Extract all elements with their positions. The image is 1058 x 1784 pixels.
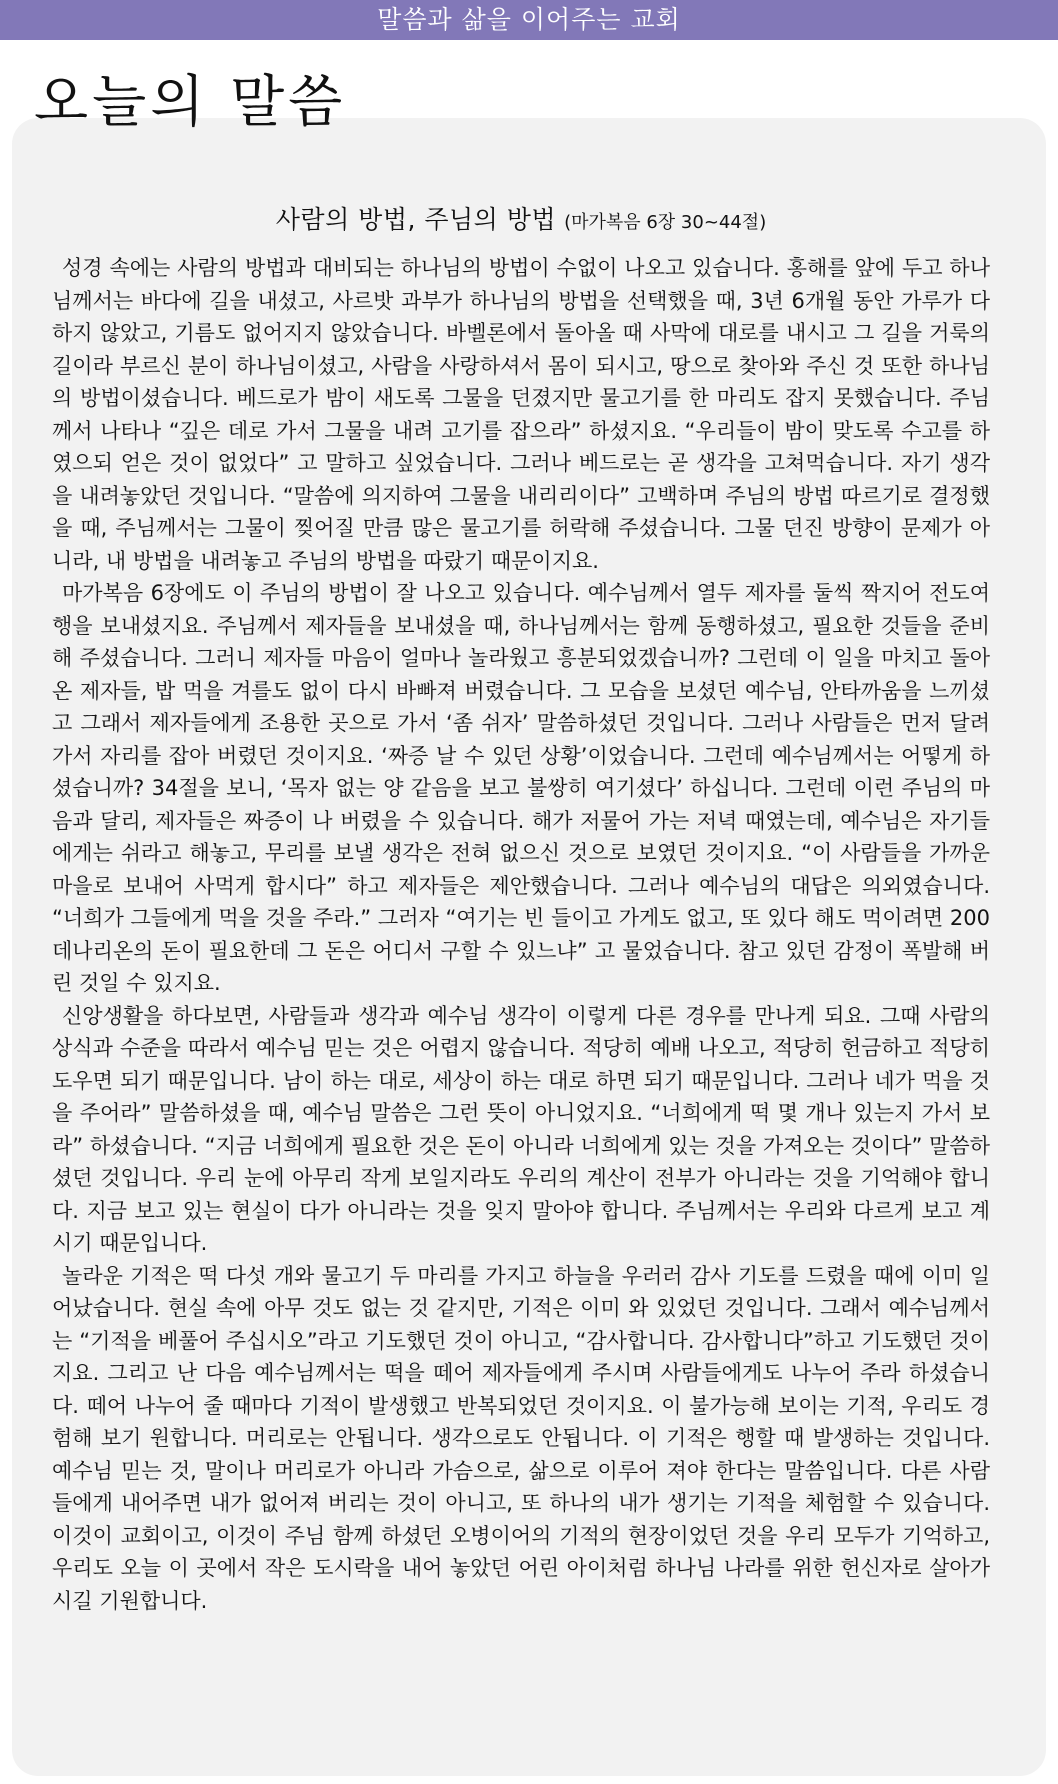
- sermon-paragraph: 놀라운 기적은 떡 다섯 개와 물고기 두 마리를 가지고 하늘을 우러러 감사 기도를 드렸을 때에 이미 일어났습니다. 현실 속에 아무 것도 없는 것 같지만, 기적은 이미 와 있었던 것입니다. 그래서 예수님께서는 “기적을 베풀어 주십시오”라고 기도했던 것이 아니고, “감사합니다. 감사합니다”하고 기도했던 것이지요. 그리고 난 다음 예수님께서는 떡을 떼어 제자들에게 주시며 사람들에게도 나누어 주라 하셨습니다. 떼어 나누어 줄 때마다 기적이 발생했고 반복되었던 것이지요. 이 불가능해 보이는 기적, 우리도 경험해 보기 원합니다. 머리로는 안됩니다. 생각으로도 안됩니다. 이 기적은 행할 때 발생하는 것입니다. 예수님 믿는 것, 말이나 머리로가 아니라 가슴으로, 삶으로 이루어 져야 한다는 말씀입니다. 다른 사람들에게 내어주면 내가 없어져 버리는 것이 아니고, 또 하나의 내가 생기는 기적을 체험할 수 있습니다. 이것이 교회이고, 이것이 주님 함께 하셨던 오병이어의 기적의 현장이었던 것을 우리 모두가 기억하고, 우리도 오늘 이 곳에서 작은 도시락을 내어 놓았던 어린 아이처럼 하나님 나라를 위한 헌신자로 살아가시길 기원합니다.: [52, 1263, 990, 1613]
- sermon-body: [52, 252, 990, 1617]
- sermon-card: [12, 118, 1046, 1776]
- page-title: 오늘의 말씀: [34, 70, 347, 135]
- sermon-title: 사람의 방법, 주님의 방법: [275, 205, 557, 234]
- church-banner: 말씀과 삶을 이어주는 교회: [0, 0, 1058, 40]
- sermon-heading: [52, 200, 990, 236]
- sermon-paragraph: 신앙생활을 하다보면, 사람들과 생각과 예수님 생각이 이렇게 다른 경우를 만나게 되요. 그때 사람의 상식과 수준을 따라서 예수님 믿는 것은 어렵지 않습니다. 적당히 예배 나오고, 적당히 헌금하고 적당히 도우면 되기 때문입니다. 남이 하는 대로, 세상이 하는 대로 하면 되기 때문입니다. 그러나 네가 먹을 것을 주어라” 말씀하셨을 때, 예수님 말씀은 그런 뜻이 아니었지요. “너희에게 떡 몇 개나 있는지 가서 보라” 하셨습니다. “지금 너희에게 필요한 것은 돈이 아니라 너희에게 있는 것을 가져오는 것이다” 말씀하셨던 것입니다. 우리 눈에 아무리 작게 보일지라도 우리의 계산이 전부가 아니라는 것을 기억해야 합니다. 지금 보고 있는 현실이 다가 아니라는 것을 잊지 말아야 합니다. 주님께서는 우리와 다르게 보고 계시기 때문입니다.: [52, 1003, 990, 1255]
- sermon-paragraph: 성경 속에는 사람의 방법과 대비되는 하나님의 방법이 수없이 나오고 있습니다. 홍해를 앞에 두고 하나님께서는 바다에 길을 내셨고, 사르밧 과부가 하나님의 방법을 선택했을 때, 3년 6개월 동안 가루가 다하지 않았고, 기름도 없어지지 않았습니다. 바벨론에서 돌아올 때 사막에 대로를 내시고 그 길을 거룩의 길이라 부르신 분이 하나님이셨고, 사람을 사랑하셔서 몸이 되시고, 땅으로 찾아와 주신 것 또한 하나님의 방법이셨습니다. 베드로가 밤이 새도록 그물을 던졌지만 물고기를 한 마리도 잡지 못했습니다. 주님께서 나타나 “깊은 데로 가서 그물을 내려 고기를 잡으라” 하셨지요. “우리들이 밤이 맞도록 수고를 하였으되 얻은 것이 없었다” 고 말하고 싶었습니다. 그러나 베드로는 곧 생각을 고쳐먹습니다. 자기 생각을 내려놓았던 것입니다. “말씀에 의지하여 그물을 내리리이다” 고백하며 주님의 방법 따르기로 결정했을 때, 주님께서는 그물이 찢어질 만큼 많은 물고기를 허락해 주셨습니다. 그물 던진 방향이 문제가 아니라, 내 방법을 내려놓고 주님의 방법을 따랐기 때문이지요.: [52, 256, 990, 573]
- scripture-reference: (마가복음 6장 30~44절): [564, 212, 767, 233]
- sermon-paragraph: 마가복음 6장에도 이 주님의 방법이 잘 나오고 있습니다. 예수님께서 열두 제자를 둘씩 짝지어 전도여행을 보내셨지요. 주님께서 제자들을 보내셨을 때, 하나님께서는 함께 동행하셨고, 필요한 것들을 준비해 주셨습니다. 그러니 제자들 마음이 얼마나 놀라웠고 흥분되었겠습니까? 그런데 이 일을 마치고 돌아온 제자들, 밥 먹을 겨를도 없이 다시 바빠져 버렸습니다. 그 모습을 보셨던 예수님, 안타까움을 느끼셨고 그래서 제자들에게 조용한 곳으로 가서 ‘좀 쉬자’ 말씀하셨던 것입니다. 그러나 사람들은 먼저 달려가서 자리를 잡아 버렸던 것이지요. ‘짜증 날 수 있던 상황’이었습니다. 그런데 예수님께서는 어떻게 하셨습니까? 34절을 보니, ‘목자 없는 양 같음을 보고 불쌍히 여기셨다’ 하십니다. 그런데 이런 주님의 마음과 달리, 제자들은 짜증이 나 버렸을 수 있습니다. 해가 저물어 가는 저녁 때였는데, 예수님은 자기들에게는 쉬라고 해놓고, 무리를 보낼 생각은 전혀 없으신 것으로 보였던 것이지요. “이 사람들을 가까운 마을로 보내어 사먹게 합시다” 하고 제자들은 제안했습니다. 그러나 예수님의 대답은 의외였습니다. “너희가 그들에게 먹을 것을 주라.” 그러자 “여기는 빈 들이고 가게도 없고, 또 있다 해도 먹이려면 200 데나리온의 돈이 필요한데 그 돈은 어디서 구할 수 있느냐” 고 물었습니다. 참고 있던 감정이 폭발해 버린 것일 수 있지요.: [52, 581, 990, 995]
